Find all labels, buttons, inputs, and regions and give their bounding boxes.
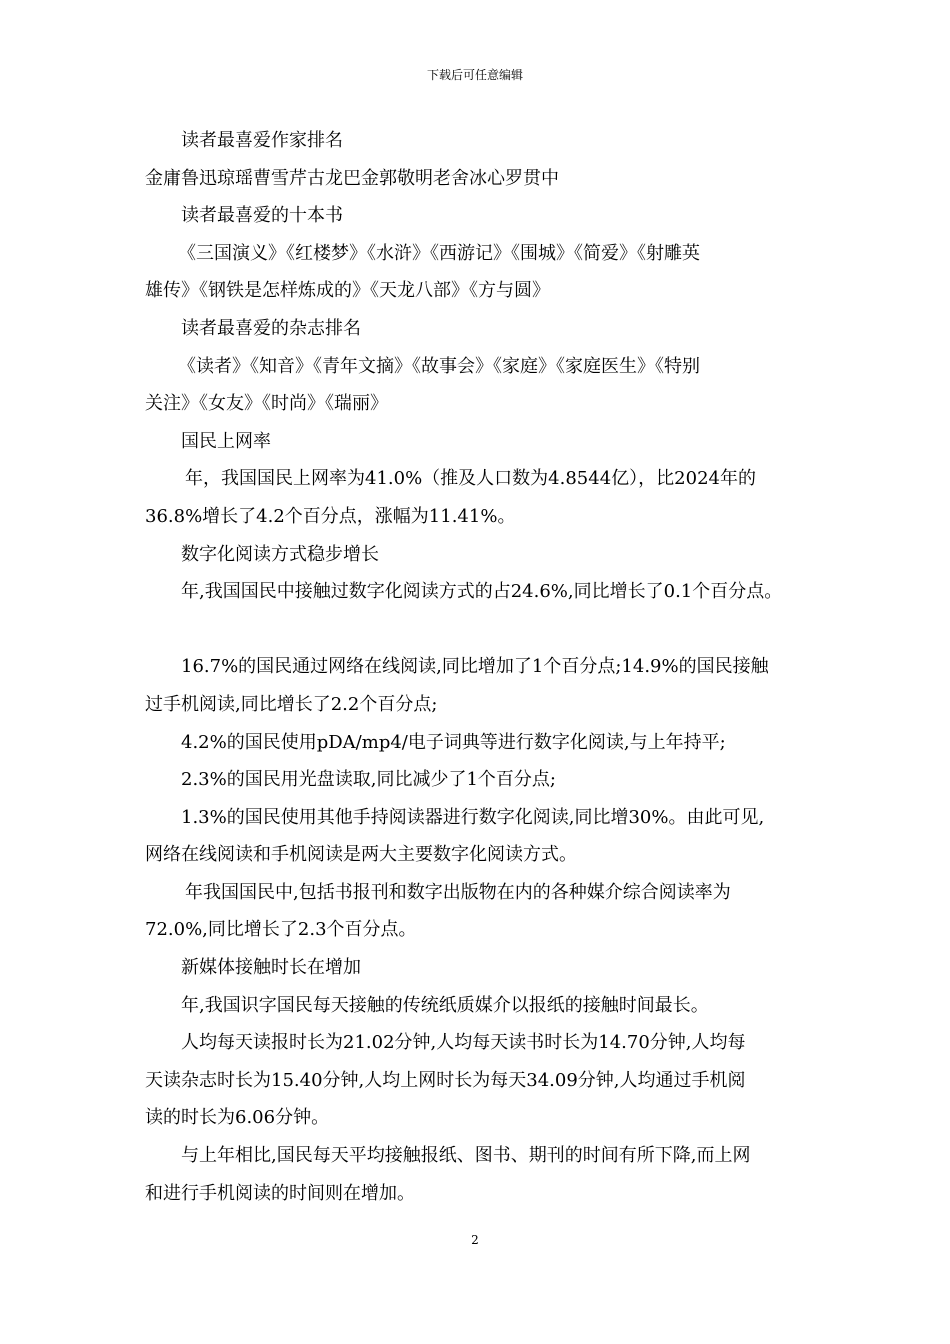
paragraph-books-line-1: 《三国演义》《红楼梦》《水浒》《西游记》《围城》《简爱》《射雕英 bbox=[178, 242, 700, 264]
paragraph-daily-time-line-1: 人均每天读报时长为21.02分钟,人均每天读书时长为14.70分钟,人均每 bbox=[181, 1032, 746, 1054]
document-body bbox=[145, 122, 817, 1212]
paragraph-online-reading-line-1: 16.7%的国民通过网络在线阅读,同比增加了1个百分点;14.9%的国民接触 bbox=[181, 656, 769, 678]
section-heading-new-media: 新媒体接触时长在增加 bbox=[181, 957, 361, 979]
paragraph-media-reading-line-1: 年我国国民中,包括书报刊和数字出版物在内的各种媒介综合阅读率为 bbox=[185, 881, 731, 903]
paragraph-books-line-2: 雄传》《钢铁是怎样炼成的》《天龙八部》《方与圆》 bbox=[145, 280, 550, 302]
page-header: 下载后可任意编辑 bbox=[426, 68, 523, 82]
paragraph-magazines-line-2: 关注》《女友》《时尚》《瑞丽》 bbox=[145, 393, 388, 415]
section-heading-magazines: 读者最喜爱的杂志排名 bbox=[181, 317, 361, 339]
paragraph-comparison-line-1: 与上年相比,国民每天平均接触报纸、图书、期刊的时间有所下降,而上网 bbox=[181, 1145, 751, 1167]
paragraph-comparison-line-2: 和进行手机阅读的时间则在增加。 bbox=[145, 1182, 415, 1204]
paragraph-daily-time-line-3: 读的时长为6.06分钟。 bbox=[145, 1107, 330, 1129]
paragraph-pda-reading: 4.2%的国民使用pDA/mp4/电子词典等进行数字化阅读,与上年持平; bbox=[181, 731, 726, 753]
section-heading-books: 读者最喜爱的十本书 bbox=[181, 205, 343, 227]
page-number: 2 bbox=[471, 1233, 479, 1247]
paragraph-online-reading-line-2: 过手机阅读,同比增长了2.2个百分点; bbox=[145, 693, 438, 715]
blank-line bbox=[145, 611, 817, 649]
paragraph-handheld-reading-line-2: 网络在线阅读和手机阅读是两大主要数字化阅读方式。 bbox=[145, 844, 577, 866]
paragraph-daily-time-line-2: 天读杂志时长为15.40分钟,人均上网时长为每天34.09分钟,人均通过手机阅 bbox=[145, 1069, 746, 1091]
paragraph-internet-rate-line-1: 年，我国国民上网率为41.0%（推及人口数为4.8544亿），比2024年的 bbox=[185, 468, 756, 490]
paragraph-digital-reading: 年,我国国民中接触过数字化阅读方式的占24.6%,同比增长了0.1个百分点。 bbox=[181, 581, 783, 603]
paragraph-media-reading-line-2: 72.0%,同比增长了2.3个百分点。 bbox=[145, 919, 417, 941]
paragraph-authors: 金庸鲁迅琼瑶曹雪芹古龙巴金郭敬明老舍冰心罗贯中 bbox=[145, 167, 559, 189]
paragraph-disc-reading: 2.3%的国民用光盘读取,同比减少了1个百分点; bbox=[181, 769, 556, 791]
paragraph-handheld-reading-line-1: 1.3%的国民使用其他手持阅读器进行数字化阅读,同比增30%。由此可见, bbox=[181, 806, 765, 828]
section-heading-authors: 读者最喜爱作家排名 bbox=[181, 130, 343, 151]
paragraph-print-media: 年,我国识字国民每天接触的传统纸质媒介以报纸的接触时间最长。 bbox=[181, 994, 709, 1016]
paragraph-magazines-line-1: 《读者》《知音》《青年文摘》《故事会》《家庭》《家庭医生》《特别 bbox=[178, 355, 700, 377]
section-heading-digital-reading: 数字化阅读方式稳步增长 bbox=[181, 543, 379, 565]
paragraph-internet-rate-line-2: 36.8%增长了4.2个百分点，涨幅为11.41%。 bbox=[145, 505, 516, 527]
section-heading-internet-rate: 国民上网率 bbox=[181, 430, 271, 452]
